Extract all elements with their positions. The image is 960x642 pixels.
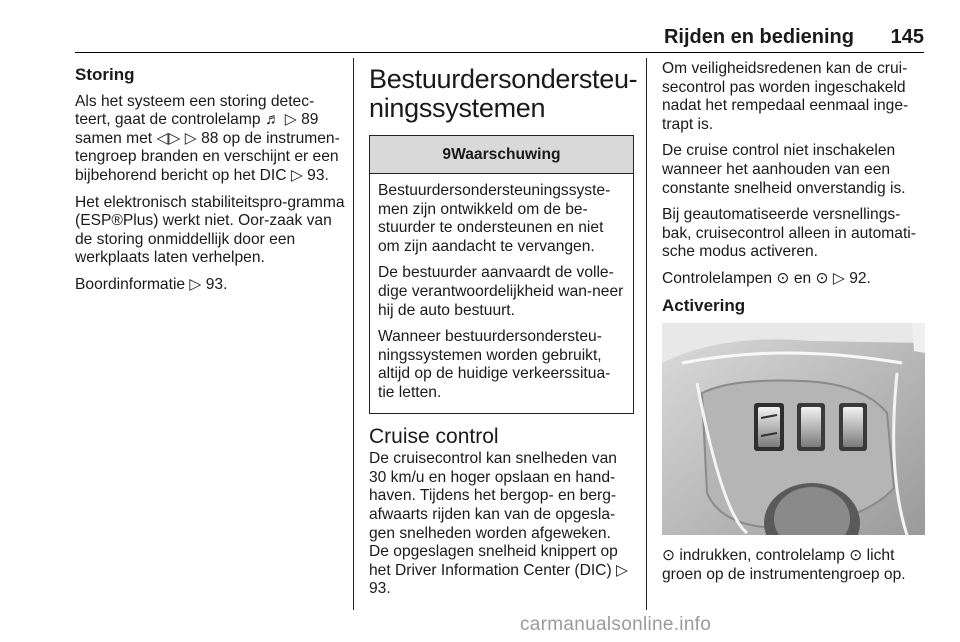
switch-panel-illustration <box>662 323 925 535</box>
activering-heading: Activering <box>662 295 746 315</box>
column-divider-1 <box>353 58 354 610</box>
storing-paragraph-3: Boordinformatie ▷ 93. <box>75 275 228 293</box>
page-header <box>75 26 924 53</box>
col3-paragraph-2: De cruise control niet inschakelen wanneer het aanhouden van een constante snelheid onverstandig is. <box>662 142 906 197</box>
warning-box <box>369 135 634 414</box>
cruise-control-paragraph: De cruisecontrol kan snelheden van 30 km/u en hoger opslaan en hand-haven. Tijdens het bergop- en berg-afwaarts rijden kan van de opgesla-gen snelheden worden afgeweken. De opgeslagen snelheid knippert op het Driver Information Center (DIC) ▷ 93. <box>369 450 628 598</box>
section-title: Rijden en bediening <box>663 26 854 48</box>
cruise-control-heading: Cruise control <box>369 424 499 448</box>
warning-label: Waarschuwing <box>451 146 561 163</box>
chapter-title-line2: ningssystemen <box>369 93 546 123</box>
column-3 <box>662 60 927 592</box>
chapter-title-line1: Bestuurdersondersteu- <box>369 64 638 94</box>
warning-paragraph-1: Bestuurdersondersteuningssyste-men zijn ontwikkeld om de be-stuurder te ondersteunen en niet om zijn aandacht te vervangen. <box>378 182 611 255</box>
chapter-title <box>369 64 638 123</box>
warning-header <box>370 136 633 174</box>
warning-icon: 9 <box>442 146 452 163</box>
warning-paragraph-3: Wanneer bestuurdersondersteu-ningssystemen worden gebruikt, altijd op de huidige verkeerssitua-tie letten. <box>378 328 611 401</box>
warning-paragraph-2: De bestuurder aanvaardt de volle-dige verantwoordelijkheid wan-neer hij de auto bestuurt. <box>378 264 624 319</box>
storing-paragraph-1: Als het systeem een storing detec-teert, gaat de controlelamp ♬ ▷ 89 samen met ◁▷ ▷ 88 op de instrumen-tengroep branden en verschijnt er een bijbehorend bericht op het DIC ▷ 93. <box>75 92 340 184</box>
col3-paragraph-4: Controlelampen ⊙ en ⊙ ▷ 92. <box>662 269 871 287</box>
col3-paragraph-3: Bij geautomatiseerde versnellings-bak, cruisecontrol alleen in automati-sche modus activeren. <box>662 206 916 261</box>
column-divider-2 <box>646 58 647 610</box>
storing-heading: Storing <box>75 65 135 84</box>
storing-paragraph-2: Het elektronisch stabiliteitspro-gramma (ESP®Plus) werkt niet. Oor-zaak van de storing onmiddellijk door een werkplaats laten verhelpen. <box>75 193 345 267</box>
dashboard-switch-photo <box>662 323 925 535</box>
column-1 <box>75 60 345 303</box>
page-number: 145 <box>890 26 924 48</box>
col3-paragraph-5: ⊙ indrukken, controlelamp ⊙ licht groen op de instrumentengroep op. <box>662 547 906 583</box>
col3-paragraph-1: Om veiligheidsredenen kan de crui-secontrol pas worden ingeschakeld nadat het rempedaal eenmaal inge-trapt is. <box>662 60 909 133</box>
column-2 <box>369 60 638 607</box>
watermark: carmanualsonline.info <box>520 614 712 635</box>
warning-body <box>370 174 633 413</box>
